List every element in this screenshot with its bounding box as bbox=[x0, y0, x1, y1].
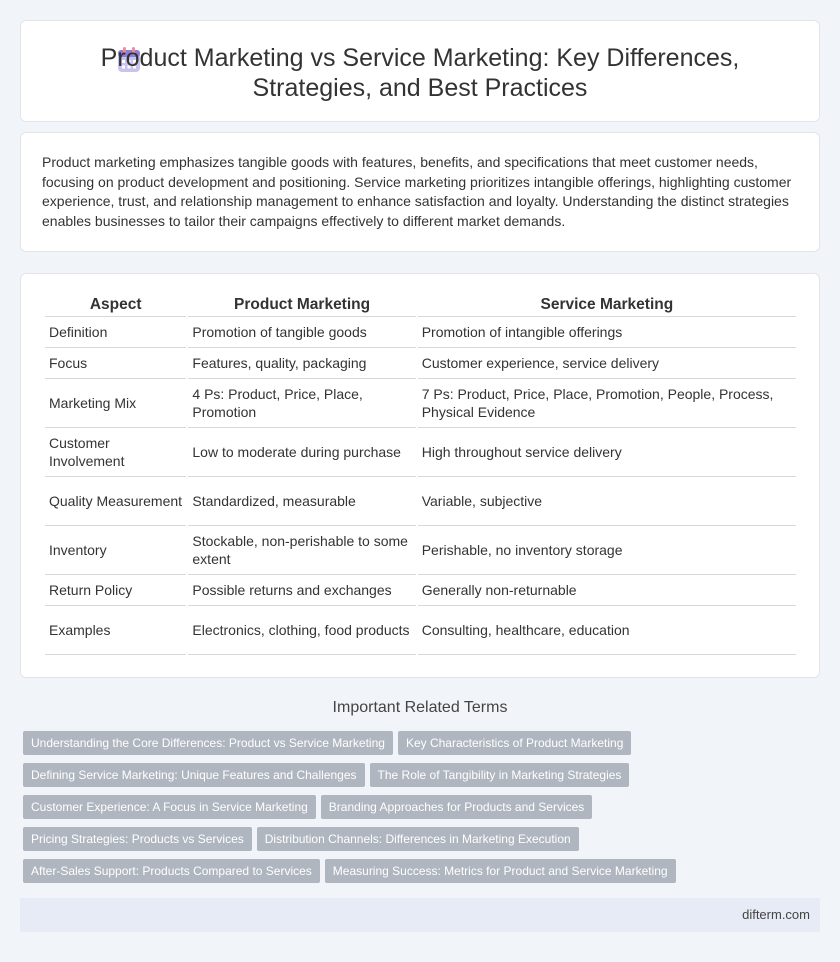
intro-card bbox=[20, 132, 820, 252]
table-row bbox=[45, 317, 796, 348]
cell-aspect: Inventory bbox=[45, 526, 186, 575]
related-term-link[interactable]: After-Sales Support: Products Compared to Services bbox=[23, 859, 320, 883]
footer-bar bbox=[20, 898, 820, 932]
related-term-link[interactable]: Pricing Strategies: Products vs Services bbox=[23, 827, 252, 851]
related-term-link[interactable]: Distribution Channels: Differences in Marketing Execution bbox=[257, 827, 579, 851]
cell-aspect: Focus bbox=[45, 348, 186, 379]
table-row bbox=[45, 606, 796, 655]
cell-service: Generally non-returnable bbox=[418, 575, 796, 606]
related-term-link[interactable]: Key Characteristics of Product Marketing bbox=[398, 731, 631, 755]
cell-product: Stockable, non-perishable to some extent bbox=[188, 526, 415, 575]
cell-aspect: Examples bbox=[45, 606, 186, 655]
cell-product: Electronics, clothing, food products bbox=[188, 606, 415, 655]
cell-product: 4 Ps: Product, Price, Place, Promotion bbox=[188, 379, 415, 428]
table-row bbox=[45, 526, 796, 575]
related-term-link[interactable]: Understanding the Core Differences: Product vs Service Marketing bbox=[23, 731, 393, 755]
related-term-link[interactable]: Customer Experience: A Focus in Service Marketing bbox=[23, 795, 316, 819]
cell-aspect: Definition bbox=[45, 317, 186, 348]
table-header-row bbox=[45, 294, 796, 317]
cell-product: Promotion of tangible goods bbox=[188, 317, 415, 348]
table-row bbox=[45, 348, 796, 379]
related-term-link[interactable]: Measuring Success: Metrics for Product and Service Marketing bbox=[325, 859, 676, 883]
header-product-marketing: Product Marketing bbox=[188, 294, 415, 317]
cell-aspect: Customer Involvement bbox=[45, 428, 186, 477]
cell-product: Possible returns and exchanges bbox=[188, 575, 415, 606]
comparison-card bbox=[20, 273, 820, 678]
related-term-link[interactable]: Defining Service Marketing: Unique Features and Challenges bbox=[23, 763, 365, 787]
footer-site-link[interactable]: difterm.com bbox=[742, 907, 810, 922]
cell-aspect: Return Policy bbox=[45, 575, 186, 606]
table-row bbox=[45, 379, 796, 428]
page-title: Product Marketing vs Service Marketing: Key Differences, Strategies, and Best Practices bbox=[100, 44, 740, 102]
table-row bbox=[45, 477, 796, 526]
related-terms-list bbox=[23, 731, 813, 891]
cell-service: Perishable, no inventory storage bbox=[418, 526, 796, 575]
cell-product: Low to moderate during purchase bbox=[188, 428, 415, 477]
title-card bbox=[20, 20, 820, 122]
cell-aspect: Marketing Mix bbox=[45, 379, 186, 428]
table-row bbox=[45, 428, 796, 477]
comparison-table bbox=[43, 294, 798, 655]
header-service-marketing: Service Marketing bbox=[418, 294, 796, 317]
cell-product: Features, quality, packaging bbox=[188, 348, 415, 379]
cell-service: 7 Ps: Product, Price, Place, Promotion, People, Process, Physical Evidence bbox=[418, 379, 796, 428]
cell-service: Consulting, healthcare, education bbox=[418, 606, 796, 655]
related-term-link[interactable]: Branding Approaches for Products and Services bbox=[321, 795, 592, 819]
header-aspect: Aspect bbox=[45, 294, 186, 317]
table-row bbox=[45, 575, 796, 606]
related-terms-heading: Important Related Terms bbox=[332, 699, 508, 716]
cell-service: Customer experience, service delivery bbox=[418, 348, 796, 379]
cell-product: Standardized, measurable bbox=[188, 477, 415, 526]
cell-service: High throughout service delivery bbox=[418, 428, 796, 477]
cell-service: Variable, subjective bbox=[418, 477, 796, 526]
cell-aspect: Quality Measurement bbox=[45, 477, 186, 526]
cell-service: Promotion of intangible offerings bbox=[418, 317, 796, 348]
intro-paragraph: Product marketing emphasizes tangible goods with features, benefits, and specifications that meet customer needs, focusing on product development and positioning. Service marketing prioritizes intangible offerings, highlighting customer experience, trust, and relationship management to enhance satisfaction and loyalty. Understanding the distinct strategies enables businesses to tailor their campaigns effectively to different market demands. bbox=[42, 154, 792, 229]
related-term-link[interactable]: The Role of Tangibility in Marketing Strategies bbox=[370, 763, 630, 787]
